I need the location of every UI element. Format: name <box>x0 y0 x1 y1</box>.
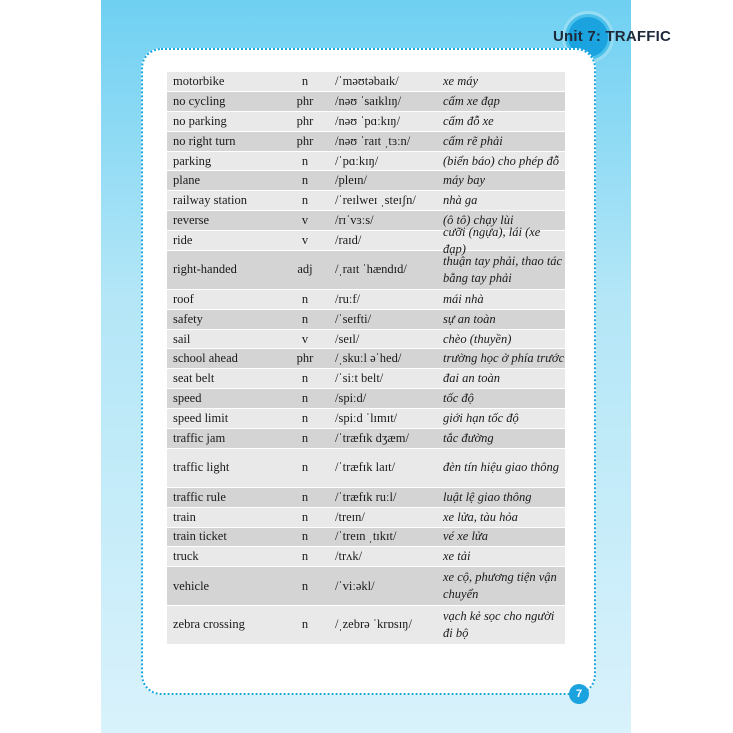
vocab-word: train ticket <box>173 529 227 544</box>
vocab-meaning: mái nhà <box>443 291 484 306</box>
vocab-pronunciation: /nəʊ ˈpɑːkɪŋ/ <box>335 113 401 128</box>
vocab-pronunciation: /ˌskuːl əˈhed/ <box>335 351 402 366</box>
vocab-meaning: luật lệ giao thông <box>443 489 532 504</box>
vocab-word: reverse <box>173 213 210 228</box>
vocab-part-of-speech: phr <box>296 351 314 366</box>
vocab-word: vehicle <box>173 578 210 593</box>
vocab-meaning: xe tải <box>443 549 471 564</box>
vocab-pronunciation: /nəʊ ˈsaɪklɪŋ/ <box>335 93 402 108</box>
vocab-part-of-speech: n <box>301 529 309 544</box>
vocab-part-of-speech: n <box>301 509 309 524</box>
vocab-pronunciation: /ˈtræfɪk laɪt/ <box>335 460 396 475</box>
vocab-meaning: (ô tô) chạy lùi <box>443 213 514 228</box>
vocab-word: school ahead <box>173 351 238 366</box>
vocab-row <box>167 567 565 606</box>
vocab-word: seat belt <box>173 371 215 386</box>
vocab-pronunciation: /ˈsiːt belt/ <box>335 371 384 386</box>
vocab-part-of-speech: n <box>301 411 309 426</box>
vocab-part-of-speech: phr <box>296 113 314 128</box>
vocab-row <box>167 290 565 310</box>
vocab-meaning: xe cộ, phương tiện vận chuyển <box>443 570 557 602</box>
vocab-word: traffic jam <box>173 430 226 445</box>
vocab-pronunciation: /ˈseɪfti/ <box>335 311 372 326</box>
vocab-part-of-speech: adj <box>297 262 313 277</box>
vocab-part-of-speech: n <box>301 489 309 504</box>
vocab-row <box>167 132 565 152</box>
vocab-pronunciation: /ˈməʊtəbaɪk/ <box>335 73 399 88</box>
vocab-part-of-speech: n <box>301 73 309 88</box>
vocab-part-of-speech: n <box>301 371 309 386</box>
vocab-row <box>167 152 565 172</box>
vocab-part-of-speech: n <box>301 173 309 188</box>
vocab-meaning: cưỡi (ngựa), lái (xe đạp) <box>443 224 541 256</box>
vocab-meaning: cấm đỗ xe <box>443 113 494 128</box>
vocab-word: motorbike <box>173 73 225 88</box>
unit-title: Unit 7: TRAFFIC <box>553 28 671 45</box>
vocab-word: traffic rule <box>173 489 226 504</box>
vocab-row <box>167 488 565 508</box>
vocab-meaning: tắc đường <box>443 430 494 445</box>
vocab-row <box>167 429 565 449</box>
vocab-meaning: đai an toàn <box>443 371 500 386</box>
vocab-word: traffic light <box>173 460 230 475</box>
vocab-row <box>167 389 565 409</box>
vocab-table <box>167 72 565 645</box>
vocab-part-of-speech: n <box>301 291 309 306</box>
vocab-part-of-speech: n <box>301 193 309 208</box>
vocab-word: no cycling <box>173 93 226 108</box>
vocab-row <box>167 409 565 429</box>
vocab-meaning: tốc độ <box>443 391 474 406</box>
vocab-row <box>167 224 565 256</box>
vocab-pronunciation: /ˈpɑːkɪŋ/ <box>335 153 379 168</box>
vocab-pronunciation: /spiːd ˈlɪmɪt/ <box>335 411 398 426</box>
vocab-word: train <box>173 509 196 524</box>
vocab-pronunciation: /ˈviːəkl/ <box>335 578 375 593</box>
vocab-part-of-speech: n <box>301 460 309 475</box>
vocab-word: right-handed <box>173 262 237 277</box>
vocab-meaning: xe lửa, tàu hỏa <box>443 509 518 524</box>
vocab-row <box>167 528 565 548</box>
vocab-part-of-speech: phr <box>296 93 314 108</box>
vocab-pronunciation: /nəʊ ˈraɪt ˌtɜːn/ <box>335 133 411 148</box>
page-number: 7 <box>569 684 589 704</box>
vocab-pronunciation: /ruːf/ <box>335 291 360 306</box>
vocab-pronunciation: /raɪd/ <box>335 233 362 248</box>
vocab-meaning: xe máy <box>443 73 479 88</box>
vocab-word: safety <box>173 311 203 326</box>
vocab-part-of-speech: v <box>301 331 309 346</box>
vocab-word: no right turn <box>173 133 236 148</box>
vocab-row <box>167 349 565 369</box>
vocab-part-of-speech: n <box>301 311 309 326</box>
vocab-meaning: (biển báo) cho phép đỗ <box>443 153 559 168</box>
vocab-word: zebra crossing <box>173 617 245 632</box>
vocab-pronunciation: /ˌzebrə ˈkrɒsɪŋ/ <box>335 617 412 632</box>
vocab-meaning: nhà ga <box>443 193 478 208</box>
vocab-meaning: cấm rẽ phải <box>443 133 503 148</box>
vocab-row <box>167 508 565 528</box>
vocab-meaning: vé xe lửa <box>443 529 488 544</box>
vocab-part-of-speech: n <box>301 430 309 445</box>
vocab-row <box>167 92 565 112</box>
vocab-row <box>167 330 565 350</box>
vocab-pronunciation: /pleɪn/ <box>335 173 367 188</box>
vocab-pronunciation: /seɪl/ <box>335 331 360 346</box>
vocab-meaning: trường học ở phía trước <box>443 351 565 366</box>
vocab-row <box>167 369 565 389</box>
vocab-row <box>167 191 565 211</box>
vocab-word: parking <box>173 153 212 168</box>
vocab-word: speed limit <box>173 411 229 426</box>
vocab-meaning: vạch kẻ sọc cho người đi bộ <box>443 608 555 640</box>
vocab-part-of-speech: phr <box>296 133 314 148</box>
vocab-row <box>167 251 565 290</box>
vocab-part-of-speech: v <box>301 233 309 248</box>
vocab-pronunciation: /ˈreɪlweɪ ˌsteɪʃn/ <box>335 193 416 208</box>
vocab-row <box>167 449 565 488</box>
vocab-word: ride <box>173 233 193 248</box>
vocab-row <box>167 547 565 567</box>
vocab-part-of-speech: v <box>301 213 309 228</box>
vocab-part-of-speech: n <box>301 153 309 168</box>
vocab-word: roof <box>173 291 194 306</box>
vocab-meaning: sự an toàn <box>443 311 496 326</box>
vocab-row <box>167 310 565 330</box>
vocab-pronunciation: /spiːd/ <box>335 391 367 406</box>
vocab-row <box>167 606 565 645</box>
vocab-meaning: cấm xe đạp <box>443 93 500 108</box>
vocab-meaning: đèn tín hiệu giao thông <box>443 460 559 475</box>
vocab-part-of-speech: n <box>301 578 309 593</box>
vocab-pronunciation: /ˈtræfɪk ruːl/ <box>335 489 397 504</box>
vocab-word: no parking <box>173 113 227 128</box>
vocab-part-of-speech: n <box>301 617 309 632</box>
vocab-row <box>167 112 565 132</box>
vocab-meaning: chèo (thuyền) <box>443 331 512 346</box>
vocab-word: plane <box>173 173 201 188</box>
vocab-word: truck <box>173 549 199 564</box>
vocab-pronunciation: /rɪˈvɜːs/ <box>335 213 374 228</box>
vocab-word: railway station <box>173 193 247 208</box>
vocab-meaning: máy bay <box>443 173 485 188</box>
vocab-meaning: giới hạn tốc độ <box>443 411 519 426</box>
vocab-pronunciation: /ˌraɪt ˈhændɪd/ <box>335 262 407 277</box>
vocab-word: sail <box>173 331 191 346</box>
vocab-row <box>167 171 565 191</box>
vocab-word: speed <box>173 391 202 406</box>
vocab-part-of-speech: n <box>301 549 309 564</box>
vocab-pronunciation: /trʌk/ <box>335 549 363 564</box>
vocab-meaning: thuận tay phải, thao tác bằng tay phải <box>443 253 563 285</box>
vocab-pronunciation: /treɪn/ <box>335 509 365 524</box>
vocab-pronunciation: /ˈtreɪn ˌtɪkɪt/ <box>335 529 397 544</box>
vocab-pronunciation: /ˈtræfɪk dʒæm/ <box>335 430 409 445</box>
vocab-row <box>167 72 565 92</box>
vocab-part-of-speech: n <box>301 391 309 406</box>
